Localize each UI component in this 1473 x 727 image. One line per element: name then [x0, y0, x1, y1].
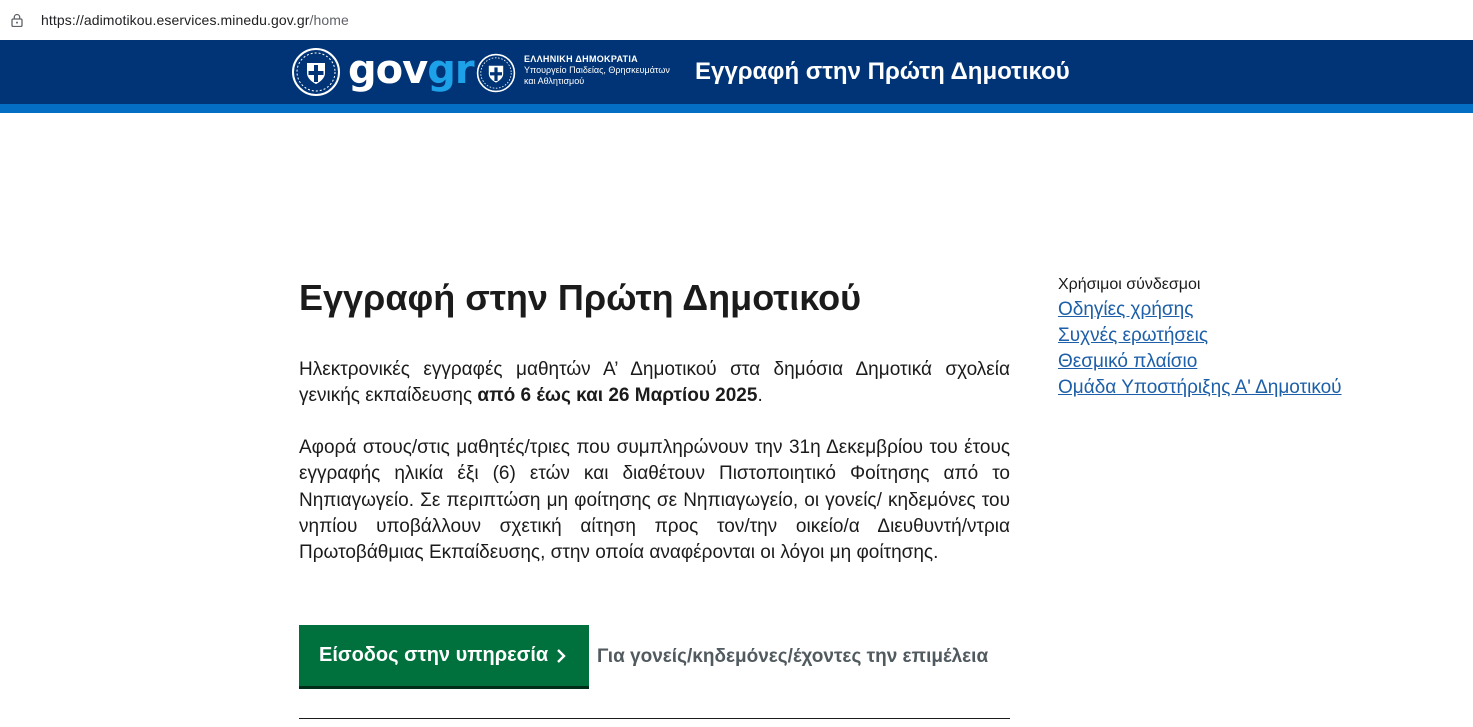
- section-divider: [299, 718, 1010, 719]
- greek-emblem-icon: [476, 53, 516, 93]
- link-legal-framework[interactable]: Θεσμικό πλαίσιο: [1058, 351, 1198, 372]
- link-support-team[interactable]: Ομάδα Υποστήριξης Α' Δημοτικού: [1058, 377, 1342, 398]
- useful-links-sidebar: [1058, 275, 1342, 401]
- ministry-line-1: Υπουργείο Παιδείας, Θρησκευμάτων: [524, 65, 670, 75]
- browser-address-bar: [0, 0, 1473, 40]
- lock-icon: [11, 13, 23, 27]
- url-field[interactable]: [41, 12, 349, 28]
- logo-gov-text: gov: [348, 47, 428, 93]
- registration-dates: από 6 έως και 26 Μαρτίου 2025: [477, 385, 758, 407]
- republic-label: ΕΛΛΗΝΙΚΗ ΔΗΜΟΚΡΑΤΙΑ: [524, 54, 638, 64]
- url-host: https://adimotikou.eservices.minedu.gov.gr: [41, 12, 310, 28]
- ministry-name: [524, 54, 670, 87]
- chevron-right-icon: [555, 647, 567, 665]
- greek-emblem-icon[interactable]: [291, 47, 341, 97]
- intro-paragraph: [299, 357, 1010, 410]
- ministry-line-2: και Αθλητισμού: [524, 76, 585, 86]
- start-service-button[interactable]: [299, 625, 589, 689]
- gov-header: [0, 40, 1473, 104]
- link-user-guide[interactable]: Οδηγίες χρήσης: [1058, 299, 1194, 320]
- link-faq[interactable]: Συχνές ερωτήσεις: [1058, 325, 1209, 346]
- logo-gr-text: gr: [427, 47, 474, 93]
- service-title[interactable]: Εγγραφή στην Πρώτη Δημοτικού: [695, 58, 1070, 85]
- intro-text: Ηλεκτρονικές εγγραφές μαθητών Α’ Δημοτικού στα δημόσια Δημοτικά σχολεία γενικής εκπαίδευσης: [299, 359, 1010, 407]
- page-title: Εγγραφή στην Πρώτη Δημοτικού: [299, 277, 862, 318]
- header-stripe: [0, 104, 1473, 113]
- govgr-logo[interactable]: [348, 45, 474, 95]
- start-button-note: Για γονείς/κηδεμόνες/έχοντες την επιμέλεια: [597, 646, 989, 667]
- start-button-label: Είσοδος στην υπηρεσία: [319, 644, 549, 666]
- sidebar-heading: Χρήσιμοι σύνδεσμοι: [1058, 276, 1201, 293]
- intro-end: .: [757, 385, 763, 407]
- eligibility-paragraph: Αφορά στους/στις μαθητές/τριες που συμπληρώνουν την 31η Δεκεμβρίου του έτους εγγραφής ηλικία έξι (6) ετών και διαθέτουν Πιστοποιητικό Φοίτησης από το Νηπιαγωγείο. Σε περιπτώση μη φοίτησης σε Νηπιαγωγείο, οι γονείς/ κηδεμόνες του νηπίου υποβάλλουν σχετική αίτηση προς τον/την οικείο/α Διευθυντή/ντρια Πρωτοβάθμιας Εκπαίδευσης, στην οποία αναφέρονται οι λόγοι μη φοίτησης.: [299, 437, 1010, 564]
- url-path: /home: [309, 12, 349, 28]
